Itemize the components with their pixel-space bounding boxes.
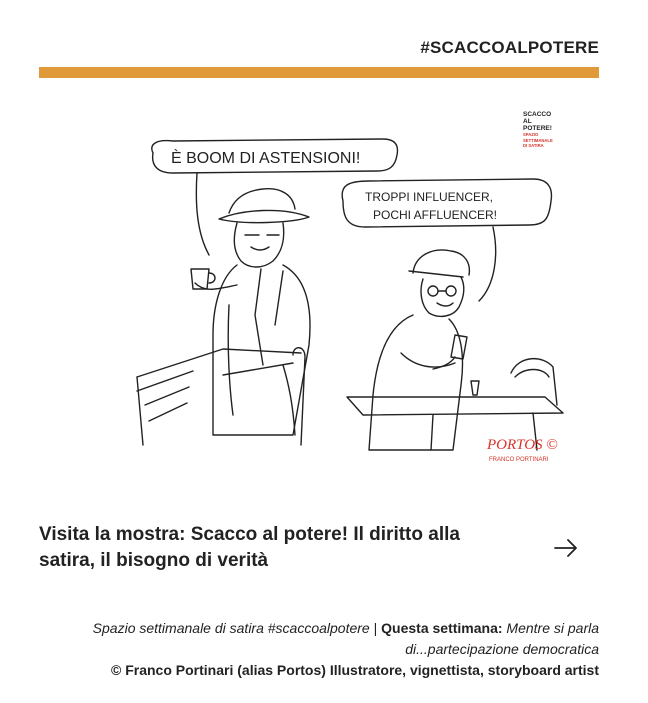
logo-line-1: SCACCO bbox=[523, 111, 552, 118]
speech-text-1: È BOOM DI ASTENSIONI! bbox=[171, 150, 361, 167]
caption-topic: Mentre si parla di...partecipazione democratica bbox=[405, 620, 599, 657]
caption-credit: © Franco Portinari (alias Portos) Illustratore, vignettista, storyboard artist bbox=[111, 662, 599, 678]
artist-signature: PORTOS © bbox=[487, 437, 558, 453]
scacco-al-potere-logo bbox=[523, 112, 573, 149]
article-title[interactable]: Visita la mostra: Scacco al potere! Il diritto alla satira, il bisogno di verità bbox=[39, 524, 460, 571]
cartoon-drawing bbox=[133, 105, 573, 470]
logo-sub-1: SPAZIO bbox=[523, 132, 539, 138]
logo-line-3: POTERE! bbox=[523, 124, 552, 132]
arrow-right-icon[interactable] bbox=[553, 538, 579, 558]
speech-text-2-line2: POCHI AFFLUENCER! bbox=[373, 208, 498, 222]
artist-signature-sub: FRANCO PORTINARI bbox=[489, 457, 549, 463]
caption-series: Spazio settimanale di satira #scaccoalpotere bbox=[92, 620, 370, 636]
logo-sub-2: SETTIMANALE bbox=[523, 137, 553, 143]
satirical-cartoon bbox=[133, 105, 573, 470]
logo-line-2: AL bbox=[523, 117, 532, 125]
caption-separator: | bbox=[369, 620, 382, 636]
caption bbox=[39, 618, 599, 681]
speech-text-2-line1: TROPPI INFLUENCER, bbox=[365, 190, 494, 204]
logo-sub-3: DI SATIRA bbox=[523, 143, 544, 149]
caption-week-label: Questa settimana: bbox=[381, 620, 507, 636]
accent-divider bbox=[39, 67, 599, 78]
section-hashtag[interactable]: #SCACCOALPOTERE bbox=[420, 38, 599, 57]
article-link[interactable] bbox=[39, 520, 599, 576]
